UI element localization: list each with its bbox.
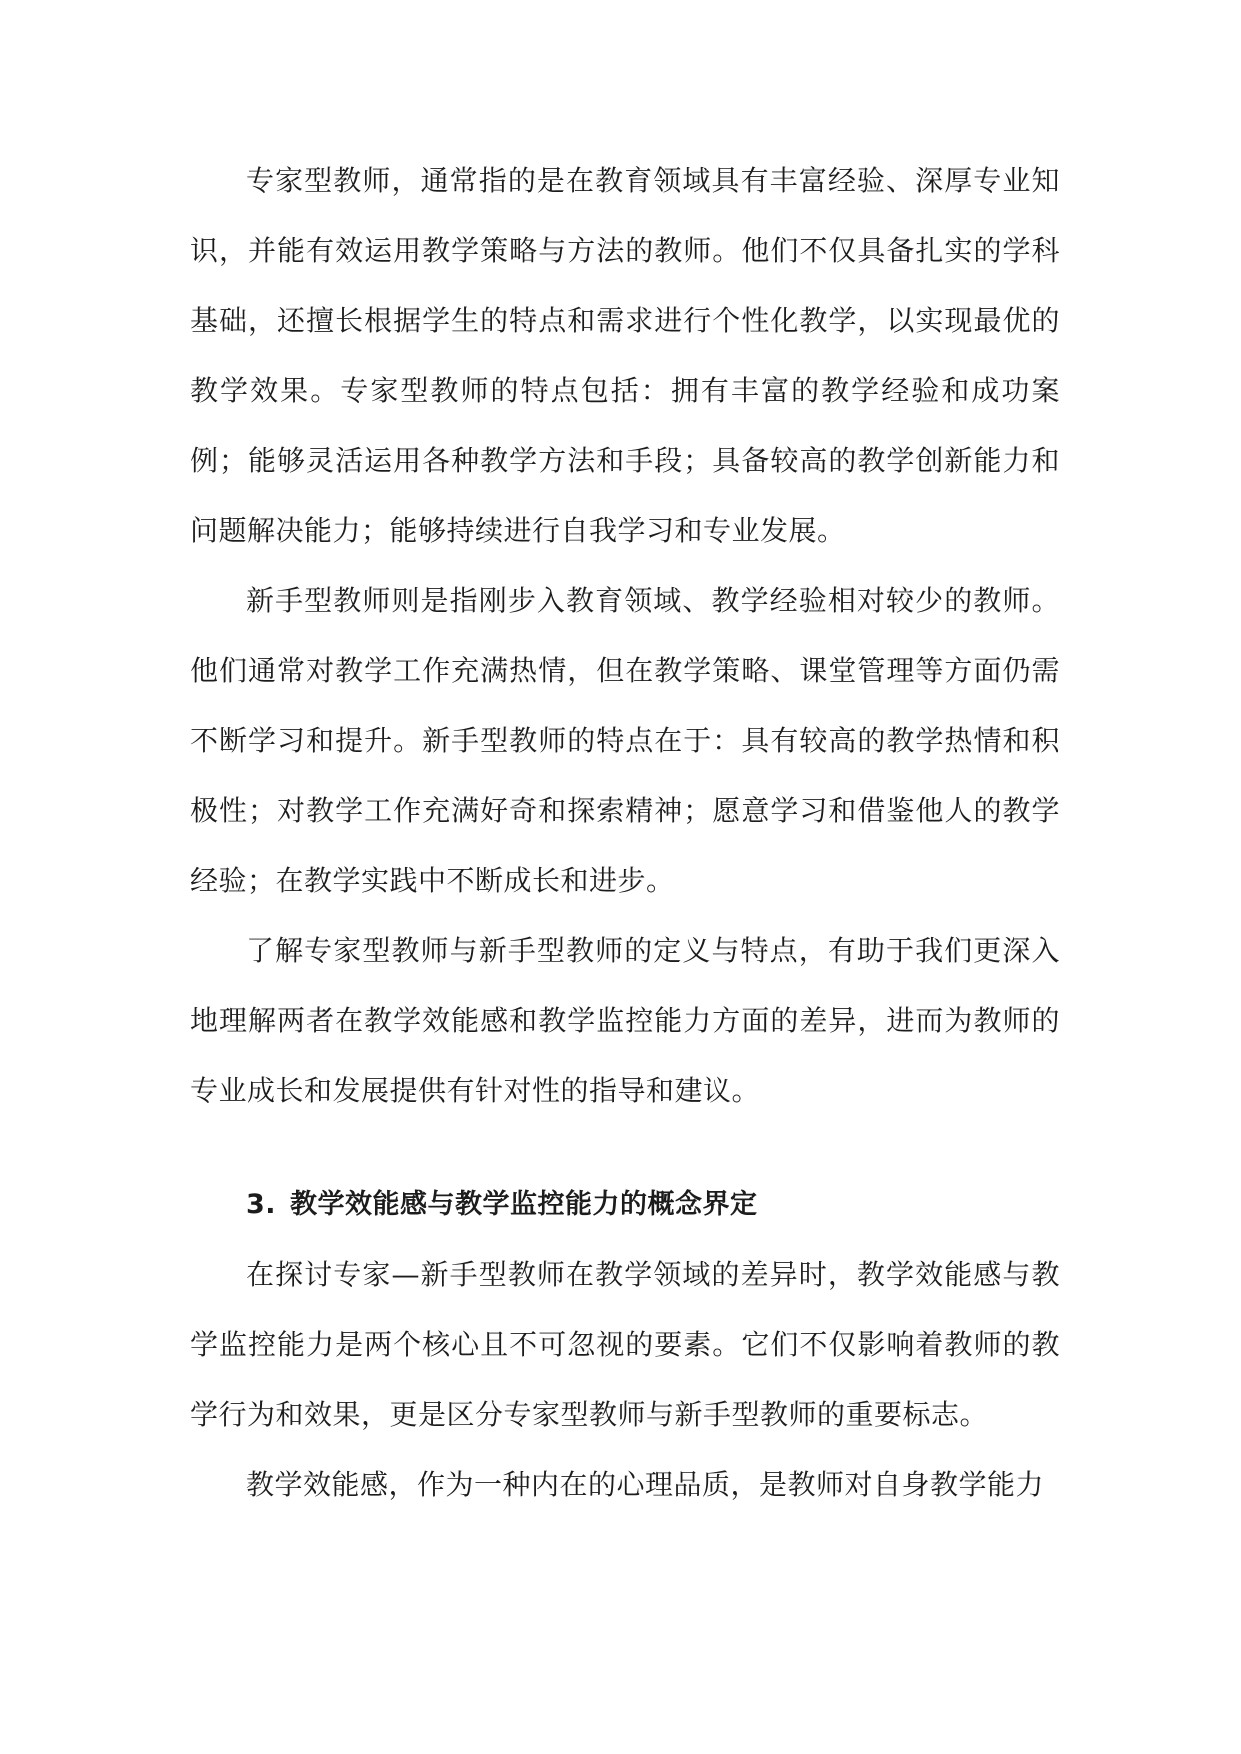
paragraph-definition-summary: 了解专家型教师与新手型教师的定义与特点，有助于我们更深入地理解两者在教学效能感和教学监控能力方面的差异，进而为教师的专业成长和发展提供有针对性的指导和建议。: [190, 934, 1060, 1107]
paragraph-expert-teacher: 专家型教师，通常指的是在教育领域具有丰富经验、深厚专业知识，并能有效运用教学策略与方法的教师。他们不仅具备扎实的学科基础，还擅长根据学生的特点和需求进行个性化教学，以实现最优的教学效果。专家型教师的特点包括：拥有丰富的教学经验和成功案例；能够灵活运用各种教学方法和手段；具备较高的教学创新能力和问题解决能力；能够持续进行自我学习和专业发展。: [190, 164, 1060, 547]
paragraph-core-elements: 在探讨专家—新手型教师在教学领域的差异时，教学效能感与教学监控能力是两个核心且不可忽视的要素。它们不仅影响着教师的教学行为和效果，更是区分专家型教师与新手型教师的重要标志。: [190, 1258, 1060, 1431]
document-body: [190, 146, 1060, 1520]
section-number: 3.: [246, 1189, 277, 1220]
section-heading: [190, 1170, 1060, 1240]
paragraph-novice-teacher: 新手型教师则是指刚步入教育领域、教学经验相对较少的教师。他们通常对教学工作充满热情，但在教学策略、课堂管理等方面仍需不断学习和提升。新手型教师的特点在于：具有较高的教学热情和积极性；对教学工作充满好奇和探索精神；愿意学习和借鉴他人的教学经验；在教学实践中不断成长和进步。: [190, 584, 1060, 897]
section-title: 教学效能感与教学监控能力的概念界定: [290, 1189, 758, 1220]
paragraph-teaching-efficacy: 教学效能感，作为一种内在的心理品质，是教师对自身教学能力: [246, 1468, 1045, 1501]
